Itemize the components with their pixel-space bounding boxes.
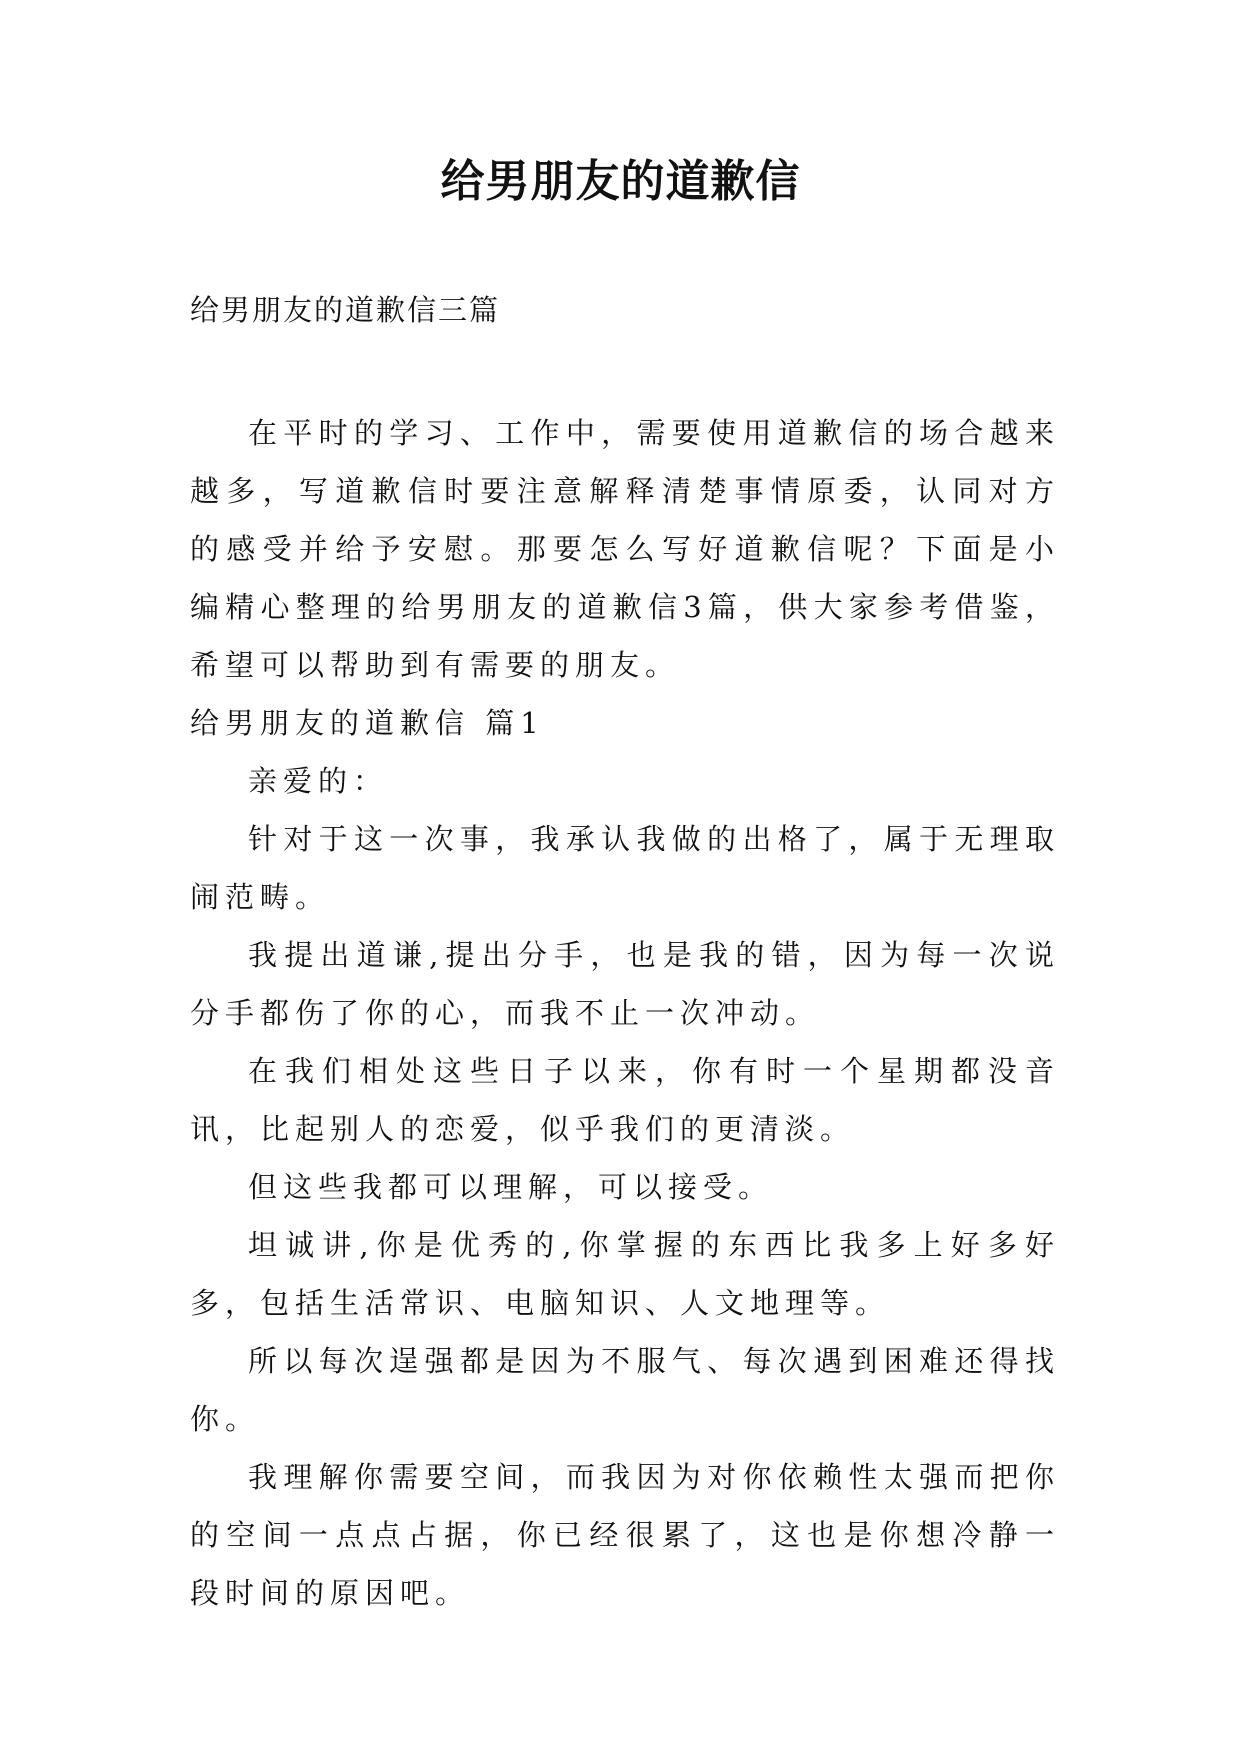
section-heading: 给男朋友的道歉信 篇1	[190, 706, 545, 740]
intro-paragraph: 在平时的学习、工作中，需要使用道歉信的场合越来越多，写道歉信时要注意解释清楚事情原委，认同对方的感受并给予安慰。那要怎么写好道歉信呢？下面是小编精心整理的给男朋友的道歉信3篇，供大家参考借鉴，希望可以帮助到有需要的朋友。	[190, 416, 1060, 682]
body-paragraph: 坦诚讲,你是优秀的,你掌握的东西比我多上好多好多，包括生活常识、电脑知识、人文地理等。	[190, 1228, 1060, 1320]
document-title: 给男朋友的道歉信	[440, 156, 801, 207]
salutation: 亲爱的：	[248, 764, 389, 798]
body-paragraph: 但这些我都可以理解，可以接受。	[248, 1170, 774, 1204]
body-paragraph: 在我们相处这些日子以来，你有时一个星期都没音讯，比起别人的恋爱，似乎我们的更清淡。	[190, 1054, 1060, 1146]
document-body	[190, 404, 1060, 1622]
body-paragraph: 所以每次逞强都是因为不服气、每次遇到困难还得找你。	[190, 1344, 1060, 1436]
body-paragraph: 针对于这一次事，我承认我做的出格了，属于无理取闹范畴。	[190, 822, 1060, 914]
body-paragraph: 我提出道谦,提出分手，也是我的错，因为每一次说分手都伤了你的心，而我不止一次冲动。	[190, 938, 1060, 1030]
body-paragraph: 我理解你需要空间，而我因为对你依赖性太强而把你的空间一点点占据，你已经很累了，这也是你想冷静一段时间的原因吧。	[190, 1460, 1060, 1610]
document-subtitle: 给男朋友的道歉信三篇	[190, 293, 501, 327]
